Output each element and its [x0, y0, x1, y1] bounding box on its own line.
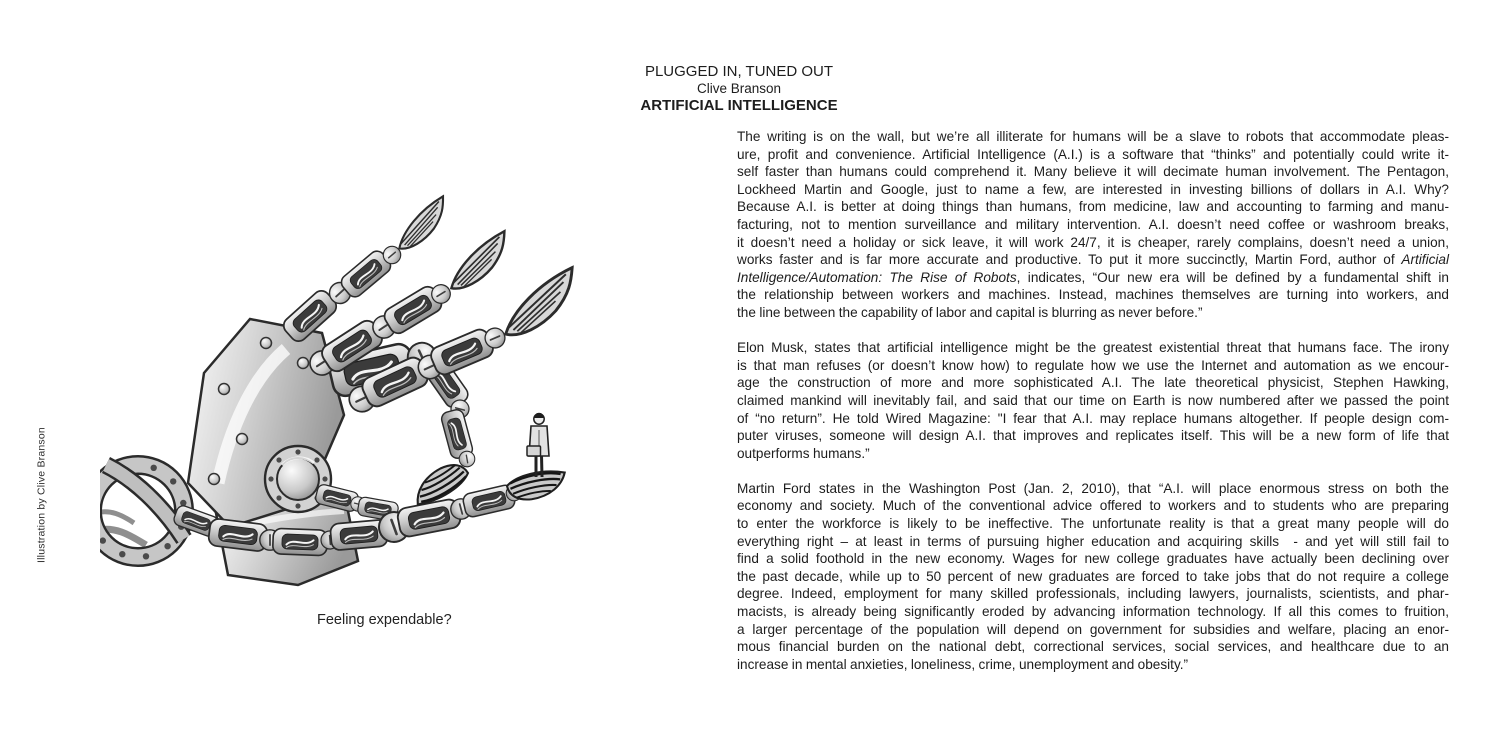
fingertip-feather [388, 196, 457, 253]
article-byline: Clive Branson [696, 81, 782, 96]
article-header [539, 63, 939, 114]
text-line: the relationship between workers and machines. Instead, machines themselves are turning into workers, and [737, 287, 1449, 303]
article-body [737, 128, 1449, 691]
text-line: The writing is on the wall, but we’re all illiterate for humans will be a slave to robots that accommodate pleas- [737, 129, 1449, 144]
briefcase [527, 446, 541, 456]
robot-hand-illustration [100, 183, 640, 608]
text-line: puter viruses, someone will design A.I. that improves and replicates itself. This will be a new form of life that [737, 428, 1449, 444]
article-title: PLUGGED IN, TUNED OUT [644, 63, 834, 80]
text-line: is that man refuses (or doesn’t know how) to regulate how we use the Internet and automation as we encour- [737, 357, 1449, 373]
paragraph [737, 128, 1449, 322]
article-heading: ARTIFICIAL INTELLIGENCE [640, 97, 838, 114]
text-line: mous financial burden on the national debt, correctional services, social services, and healthcare due to an [737, 639, 1449, 655]
text-line: Because A.I. is better at doing things than humans, from medicine, law and accounting to farming and manu- [737, 199, 1449, 215]
text-line: increase in mental anxieties, loneliness, crime, unemployment and obesity.” [737, 656, 1189, 672]
text-line: a larger percentage of the population will depend on government for subsidies and welfare, placing an enor- [737, 621, 1449, 637]
text-line: facturing, not to mention surveillance and military intervention. A.I. doesn’t need coffee or washroom breaks, [737, 216, 1449, 232]
text-line: degree. Indeed, employment for many skilled professionals, including lawyers, journalists, scientists, and phar- [737, 586, 1449, 602]
text-line: claimed mankind will inevitably fail, and said that our time on Earth is now numbered after we passed the point [737, 392, 1449, 408]
text-line: the past decade, while up to 50 percent of new graduates are forced to take jobs that do not require a college [737, 568, 1449, 584]
tiny-man [527, 413, 549, 477]
text-line: everything right – at least in terms of pursuing higher education and acquiring skills - and yet will still fail to [737, 533, 1449, 549]
text-line: economy and society. Much of the conventional advice offered to workers and to students who are preparing [737, 498, 1449, 514]
illustration-credit: Illustration by Clive Branson [35, 427, 48, 563]
text-line: Martin Ford states in the Washington Post (Jan. 2, 2010), that “A.I. will place enormous stress on both the [737, 480, 1449, 496]
fingertip-feather [440, 231, 519, 294]
paragraph [737, 339, 1449, 462]
text-line: of “no return”. He told Wired Magazine: "I fear that A.I. may replace humans altogether. If people design com- [737, 410, 1449, 426]
text-line: age the construction of more and more sophisticated A.I. The late theoretical physicist, Stephen Hawking, [737, 375, 1449, 391]
text-line: the line between the capability of labor and capital is blurring as never before.” [737, 304, 1203, 320]
fingertip-feather [493, 267, 589, 341]
text-line: it doesn’t need a holiday or sick leave, it will work 24/7, it is cheaper, rarely complains, doesn’t need a union, [737, 234, 1449, 250]
paragraph [737, 480, 1449, 674]
text-line: Lockheed Martin and Google, just to name a few, are interested in investing billions of dollars in A.I. Why? [737, 181, 1449, 197]
text-line: outperforms humans.” [737, 445, 870, 461]
text-line: Intelligence/Automation: The Rise of Robots, indicates, “Our new era will be defined by a fundamental shift in [737, 269, 1449, 285]
text-line: self faster than humans could comprehend it. Many believe it will decimate human involvement. The Pentagon, [737, 164, 1449, 180]
text-line: find a solid foothold in the new economy. Wages for new college graduates have actually been declining over [737, 551, 1449, 567]
text-line: to enter the workforce is likely to be ineffective. The unfortunate reality is that a great many people will do [737, 516, 1449, 532]
text-line: macists, is already being significantly eroded by advancing information technology. If all this comes to fruition, [737, 604, 1449, 620]
text-line: Elon Musk, states that artificial intelligence might be the greatest existential threat that humans face. The irony [737, 340, 1449, 356]
illustration-caption: Feeling expendable? [317, 612, 452, 628]
text-line: ure, profit and convenience. Artificial Intelligence (A.I.) is a software that “thinks” and potentially could write it- [737, 146, 1449, 162]
text-line: works faster and is far more accurate and productive. To put it more succinctly, Martin Ford, author of Artificial [737, 252, 1449, 268]
